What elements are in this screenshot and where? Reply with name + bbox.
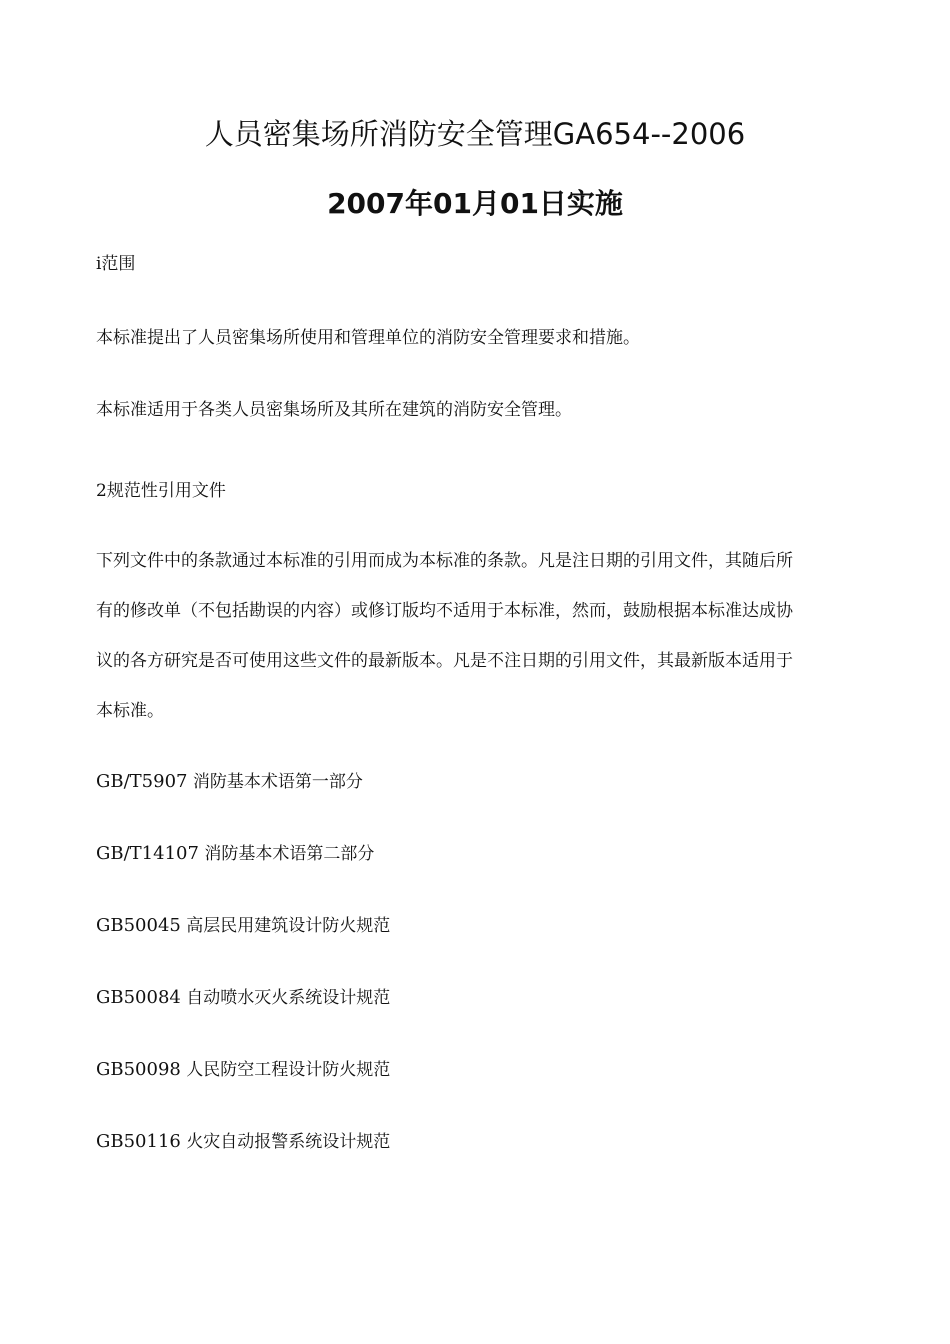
reference-item — [96, 770, 363, 794]
document-subtitle: 2007年01月01日实施 — [327, 187, 623, 220]
reference-code: GB50116 — [96, 1131, 181, 1152]
section2-paragraph-line-3: 议的各方研究是否可使用这些文件的最新版本。凡是不注日期的引用文件，其最新版本适用于 — [96, 651, 793, 671]
reference-code: GB50084 — [96, 987, 181, 1008]
section2-paragraph-line-2: 有的修改单（不包括勘误的内容）或修订版均不适用于本标准，然而，鼓励根据本标准达成协 — [96, 601, 793, 621]
reference-item — [96, 914, 390, 938]
reference-name: 消防基本术语第二部分 — [204, 844, 375, 864]
reference-code: GB50045 — [96, 915, 181, 936]
reference-code: GB50098 — [96, 1059, 181, 1080]
reference-name: 高层民用建筑设计防火规范 — [186, 916, 391, 936]
document-title: 人员密集场所消防安全管理GA654--2006 — [204, 117, 746, 151]
reference-code: GB/T5907 — [96, 771, 188, 792]
section1-paragraph-2: 本标准适用于各类人员密集场所及其所在建筑的消防安全管理。 — [96, 400, 572, 420]
section1-paragraph-1: 本标准提出了人员密集场所使用和管理单位的消防安全管理要求和措施。 — [96, 328, 640, 348]
reference-item — [96, 842, 374, 866]
reference-item — [96, 1130, 390, 1154]
section1-heading: i范围 — [96, 254, 136, 274]
section2-paragraph-line-1: 下列文件中的条款通过本标准的引用而成为本标准的条款。凡是注日期的引用文件，其随后所 — [96, 551, 793, 571]
reference-name: 火灾自动报警系统设计规范 — [186, 1132, 391, 1152]
reference-item — [96, 986, 390, 1010]
section2-paragraph-line-4: 本标准。 — [96, 701, 164, 721]
reference-name: 人民防空工程设计防火规范 — [186, 1060, 391, 1080]
reference-name: 消防基本术语第一部分 — [192, 772, 363, 792]
reference-name: 自动喷水灭火系统设计规范 — [186, 988, 391, 1008]
reference-item — [96, 1058, 390, 1082]
reference-code: GB/T14107 — [96, 843, 199, 864]
section2-heading: 2规范性引用文件 — [96, 481, 226, 501]
